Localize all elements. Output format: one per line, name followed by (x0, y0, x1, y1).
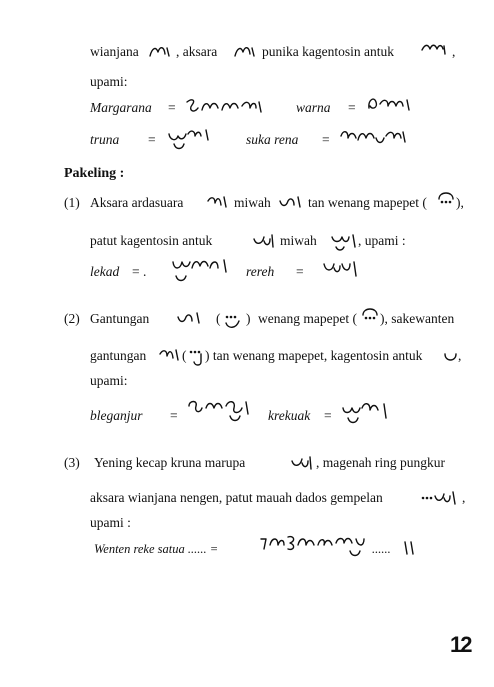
balinese-script-icon (420, 40, 446, 58)
balinese-script-icon (278, 193, 302, 211)
bracket: ) (246, 311, 251, 326)
rule-3-line-1 (64, 455, 445, 471)
balinese-script-icon (206, 193, 228, 211)
balinese-script-icon (158, 346, 180, 364)
rule-text: miwah (280, 233, 317, 248)
example-label: Margarana (90, 100, 152, 115)
rule-text: ), sakewanten (380, 311, 455, 326)
text-comma: , (452, 44, 456, 59)
balinese-script-icon (330, 231, 356, 253)
bracket: ( (216, 311, 221, 326)
rule-text: , (462, 490, 466, 505)
rule-text: , (458, 348, 462, 363)
rule-1-line-2 (90, 233, 406, 249)
example-label: suka rena (246, 132, 299, 147)
balinese-script-icon (176, 309, 202, 327)
rule-2-line-1 (64, 311, 455, 327)
rule-text: miwah (234, 195, 271, 210)
rule-3-line-2 (90, 490, 466, 506)
rule-text: gantungan (90, 348, 147, 363)
text-aksara: , aksara (176, 44, 218, 59)
balinese-script-icon (338, 126, 406, 148)
text-punika: punika kagentosin antuk (262, 44, 394, 59)
rule-2-line-3: upami: (90, 373, 128, 388)
rule-3-line-3: upami : (90, 515, 131, 530)
section-title: Pakeling : (64, 166, 125, 181)
equals-sign: = (324, 408, 332, 423)
example-label: truna (90, 132, 120, 147)
rule-number: (1) (64, 195, 80, 210)
gantungan-mark-icon (187, 346, 207, 368)
rule-text: Yening kecap kruna marupa (94, 455, 246, 470)
balinese-script-icon (170, 256, 234, 286)
example-sentence: Wenten reke satua ...... = (94, 542, 219, 556)
intro-line-2: upami: (90, 74, 128, 89)
rule-text: Aksara ardasuara (90, 195, 184, 210)
rule-text: , upami : (358, 233, 406, 248)
balinese-script-icon (366, 94, 412, 116)
page-number: 12 (450, 632, 471, 657)
balinese-script-icon (252, 231, 274, 251)
balinese-script-icon (148, 42, 170, 60)
ellipsis: ...... (372, 542, 391, 556)
pepet-mark-icon (360, 305, 380, 325)
equals-sign: = (322, 132, 330, 147)
rule-text: , magenah ring pungkur (316, 455, 445, 470)
example-label: bleganjur (90, 408, 143, 423)
equals-sign: = (348, 100, 356, 115)
rule-text: tan wenang mapepet ( (308, 195, 427, 210)
rule-text: Gantungan (90, 311, 150, 326)
equals-sign: = . (132, 264, 147, 279)
example-label: rereh (246, 264, 275, 279)
equals-sign: = (148, 132, 156, 147)
balinese-script-icon (233, 42, 255, 60)
rule-text: aksara wianjana nengen, patut mauah dados gempelan (90, 490, 383, 505)
rule-text: ), (456, 195, 464, 210)
example-label: lekad (90, 264, 120, 279)
equals-sign: = (168, 100, 176, 115)
equals-sign: = (296, 264, 304, 279)
balinese-script-icon (420, 488, 460, 508)
intro-line-1 (90, 44, 456, 60)
rule-text: ) tan wenang mapepet, kagentosin antuk (205, 348, 423, 363)
balinese-script-icon (186, 398, 256, 428)
rule-2-line-2 (90, 348, 462, 364)
balinese-script-icon (340, 400, 394, 428)
equals-sign: = (170, 408, 178, 423)
example-label: warna (296, 100, 331, 115)
rule-text: patut kagentosin antuk (90, 233, 213, 248)
rule-number: (3) (64, 455, 80, 470)
balinese-script-icon (258, 533, 370, 563)
text-wianjana: wianjana (90, 44, 139, 59)
balinese-script-icon (184, 96, 262, 118)
balinese-script-icon (322, 258, 362, 282)
rule-text: wenang mapepet ( (258, 311, 357, 326)
example-label: krekuak (268, 408, 311, 423)
carik-mark-icon (402, 538, 416, 558)
pepet-mark-icon (436, 189, 456, 209)
rule-1-line-1 (64, 195, 464, 211)
balinese-script-icon (166, 126, 212, 156)
balinese-script-icon (290, 453, 314, 473)
bracket: ( (182, 348, 187, 363)
rule-number: (2) (64, 311, 80, 326)
gantungan-mark-icon (222, 311, 244, 333)
